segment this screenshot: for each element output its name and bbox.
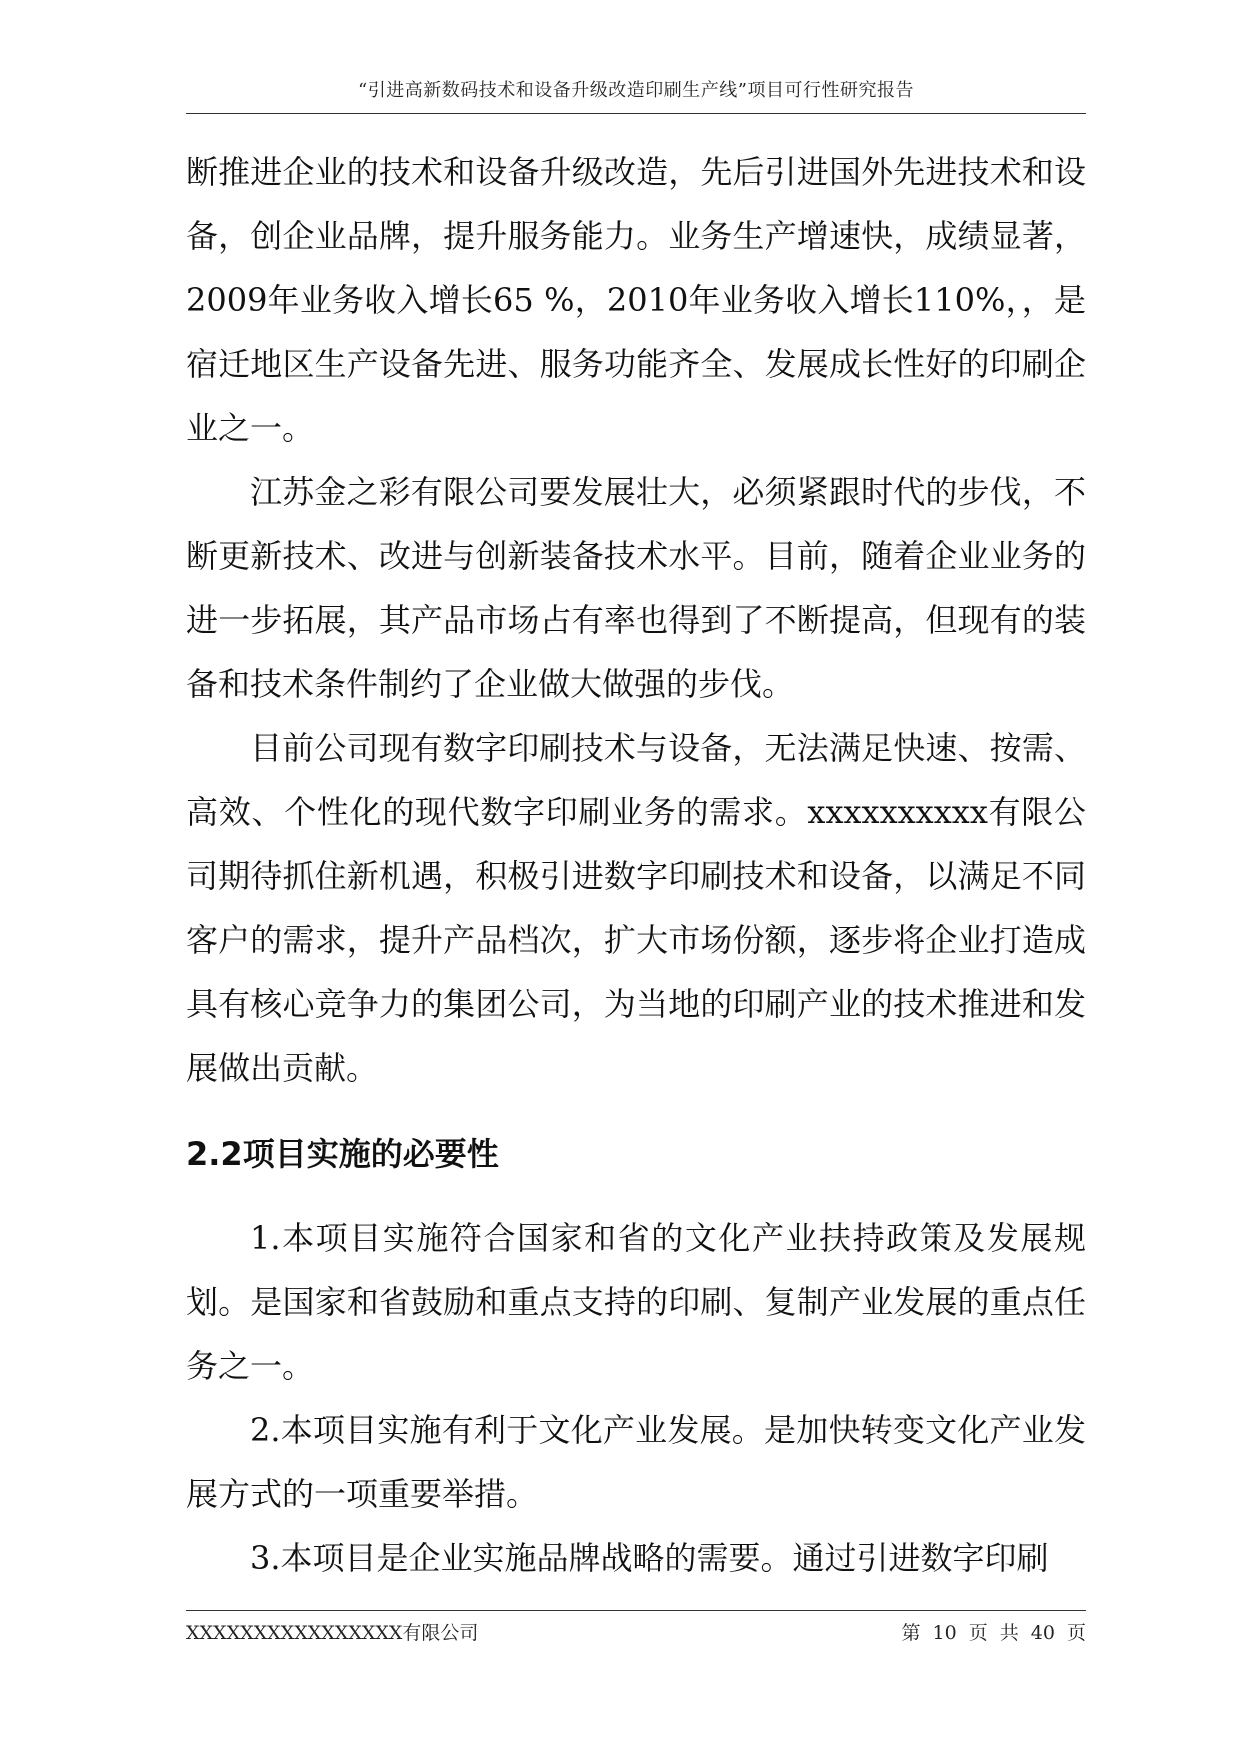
page-header-title: “引进高新数码技术和设备升级改造印刷生产线”项目可行性研究报告 [358, 80, 914, 101]
footer-page-number: 第 10 页 共 40 页 [901, 1622, 1086, 1644]
necessity-item-1: 1.本项目实施符合国家和省的文化产业扶持政策及发展规划。是国家和省鼓励和重点支持的印刷、复制产业发展的重点任务之一。 [186, 1219, 1086, 1385]
paragraph-current-status: 目前公司现有数字印刷技术与设备，无法满足快速、按需、高效、个性化的现代数字印刷业务的需求。xxxxxxxxxx有限公司期待抓住新机遇，积极引进数字印刷技术和设备，以满足不同客户的需求，提升产品档次，扩大市场份额，逐步将企业打造成具有核心竞争力的集团公司，为当地的印刷产业的技术推进和发展做出贡献。 [186, 729, 1086, 1087]
section-heading: 2.2项目实施的必要性 [186, 1135, 499, 1173]
necessity-item-3: 3.本项目是企业实施品牌战略的需要。通过引进数字印刷 [250, 1539, 1049, 1577]
header-divider [186, 113, 1086, 114]
paragraph-continued: 断推进企业的技术和设备升级改造，先后引进国外先进技术和设备，创企业品牌，提升服务能力。业务生产增速快，成绩显著，2009年业务收入增长65 %，2010年业务收入增长110%，，是宿迁地区生产设备先进、服务功能齐全、发展成长性好的印刷企业之一。 [186, 153, 1086, 447]
paragraph-company-growth: 江苏金之彩有限公司要发展壮大，必须紧跟时代的步伐，不断更新技术、改进与创新装备技术水平。目前，随着企业业务的进一步拓展，其产品市场占有率也得到了不断提高，但现有的装备和技术条件制约了企业做大做强的步伐。 [186, 473, 1086, 703]
footer-company: XXXXXXXXXXXXXXXX有限公司 [186, 1622, 479, 1644]
necessity-item-2: 2.本项目实施有利于文化产业发展。是加快转变文化产业发展方式的一项重要举措。 [186, 1411, 1086, 1513]
footer-divider [186, 1610, 1086, 1611]
document-body [186, 140, 1086, 1590]
